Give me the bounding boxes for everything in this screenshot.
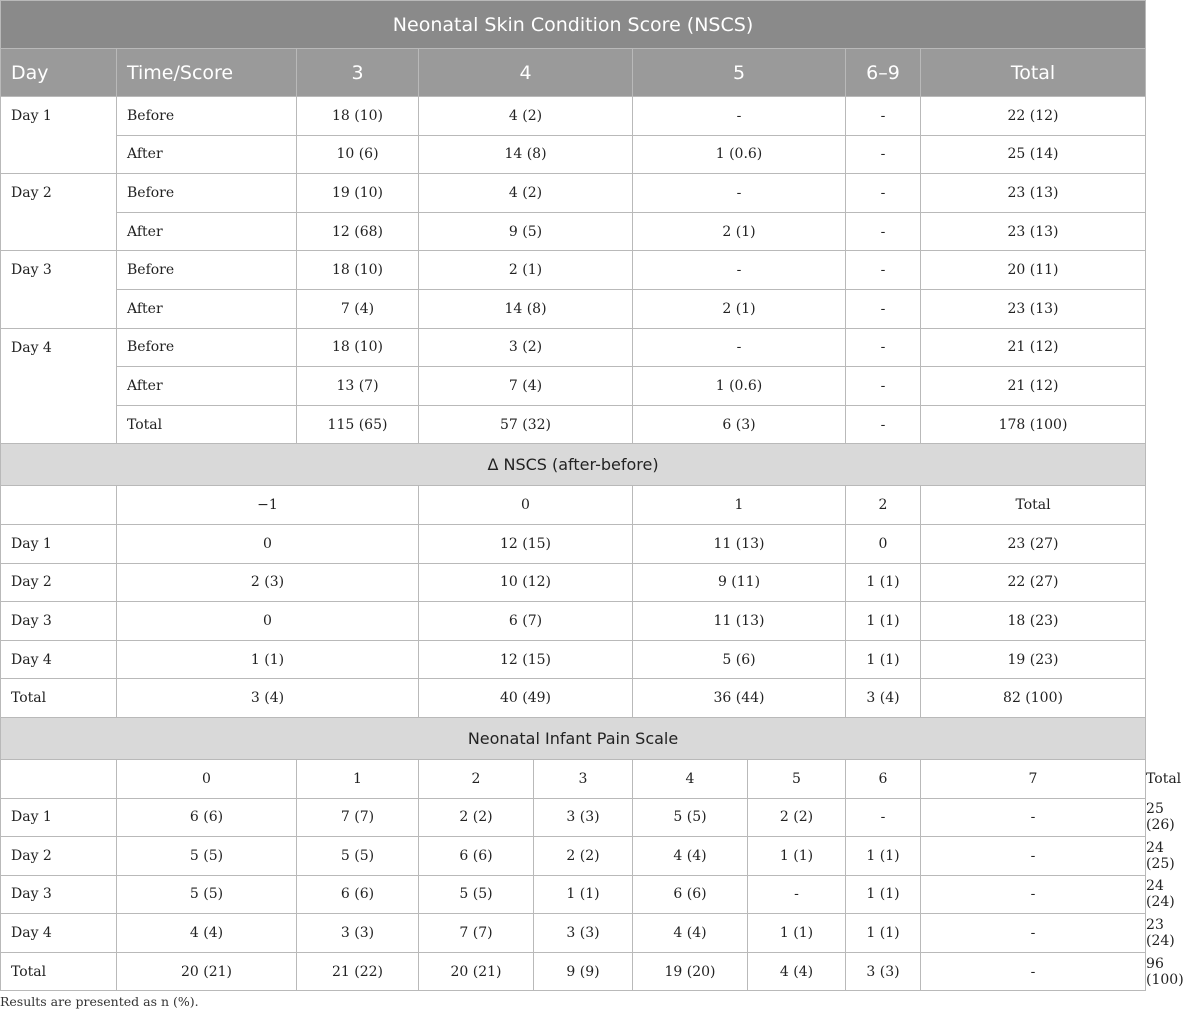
delta-section-title: Δ NSCS (after-before) [1, 444, 1146, 486]
table-cell: - [633, 251, 846, 290]
table-cell: - [633, 97, 846, 136]
pain-column-header: 0 [117, 759, 297, 798]
table-cell: 13 (7) [297, 367, 419, 406]
table-cell: 7 (4) [419, 367, 633, 406]
table-cell: 11 (13) [633, 602, 846, 641]
table-cell: 4 (4) [117, 914, 297, 953]
table-cell: 10 (6) [297, 135, 419, 174]
table-cell: 6 (7) [419, 602, 633, 641]
table-row: Day 4 4 (4) 3 (3) 7 (7) 3 (3) 4 (4) 1 (1) 1 (1) - 23 (24) [1, 914, 1146, 953]
day-label: Day 1 [1, 524, 117, 563]
table-cell: 1 (1) [846, 640, 921, 679]
delta-column-header: 0 [419, 486, 633, 525]
table-cell: 20 (21) [419, 952, 534, 991]
table-cell: 1 (1) [846, 602, 921, 641]
table-cell: 1 (0.6) [633, 367, 846, 406]
table-cell: 6 (6) [633, 875, 748, 914]
table-cell: 7 (7) [297, 798, 419, 837]
table-cell: 14 (8) [419, 135, 633, 174]
pain-column-header: 2 [419, 759, 534, 798]
table-cell: 25 (14) [921, 135, 1146, 174]
table-cell: - [633, 174, 846, 213]
delta-column-header: Total [921, 486, 1146, 525]
day-label: Day 3 [1, 251, 117, 328]
table-cell: 6 (6) [117, 798, 297, 837]
table-cell: 6 (6) [297, 875, 419, 914]
table-cell: - [846, 405, 921, 444]
table-row [1, 524, 1146, 563]
table-cell: - [921, 875, 1146, 914]
table-cell: 2 (3) [117, 563, 419, 602]
table-row [1, 563, 1146, 602]
table-cell: 4 (4) [633, 914, 748, 953]
day-label: Total [1, 679, 117, 718]
table-cell: 21 (22) [297, 952, 419, 991]
time-label: Before [117, 328, 297, 367]
table-row [1, 679, 1146, 718]
time-label: After [117, 367, 297, 406]
table-cell: - [846, 289, 921, 328]
table-cell: 9 (5) [419, 212, 633, 251]
table-cell: 2 (2) [534, 837, 633, 876]
table-cell: - [633, 328, 846, 367]
time-label: Total [117, 405, 297, 444]
table-cell: 2 (1) [633, 289, 846, 328]
table-cell: 4 (2) [419, 97, 633, 136]
pain-section-title: Neonatal Infant Pain Scale [1, 717, 1146, 759]
table-title: Neonatal Skin Condition Score (NSCS) [1, 1, 1146, 49]
table-cell: 1 (1) [846, 837, 921, 876]
table-cell: 3 (4) [117, 679, 419, 718]
table-cell: - [846, 212, 921, 251]
table-row: Day 1 6 (6) 7 (7) 2 (2) 3 (3) 5 (5) 2 (2) - - 25 (26) [1, 798, 1146, 837]
nscs-column-header: Total [921, 49, 1146, 97]
table-cell: 36 (44) [633, 679, 846, 718]
table-row [1, 602, 1146, 641]
table-cell: 10 (12) [419, 563, 633, 602]
table-cell: 2 (2) [419, 798, 534, 837]
day-label: Day 2 [1, 563, 117, 602]
day-label: Day 4 [1, 328, 117, 444]
table-cell: 23 (13) [921, 212, 1146, 251]
time-label: After [117, 289, 297, 328]
table-cell: 0 [846, 524, 921, 563]
table-cell: 5 (5) [633, 798, 748, 837]
table-cell: 0 [117, 602, 419, 641]
table-cell: - [921, 952, 1146, 991]
pain-header-row: 0 1 2 3 4 5 6 7 Total [1, 759, 1146, 798]
day-label: Day 4 [1, 914, 117, 953]
table-cell: 82 (100) [921, 679, 1146, 718]
table-cell: 1 (1) [748, 837, 846, 876]
day-label: Day 2 [1, 837, 117, 876]
table-cell: 5 (6) [633, 640, 846, 679]
table-cell: 1 (1) [748, 914, 846, 953]
time-label: After [117, 135, 297, 174]
day-label: Day 4 [1, 640, 117, 679]
table-row [1, 405, 1146, 444]
table-cell: 20 (11) [921, 251, 1146, 290]
table-cell: 3 (3) [846, 952, 921, 991]
table-cell: 4 (4) [748, 952, 846, 991]
table-cell: 11 (13) [633, 524, 846, 563]
table-cell: 4 (2) [419, 174, 633, 213]
table-cell: 22 (12) [921, 97, 1146, 136]
delta-header-row [1, 486, 1146, 525]
table-cell: 12 (68) [297, 212, 419, 251]
pain-column-header: 3 [534, 759, 633, 798]
table-cell: - [846, 367, 921, 406]
pain-section-row [1, 717, 1146, 759]
table-cell: - [921, 798, 1146, 837]
table-cell: 0 [117, 524, 419, 563]
table-cell: 115 (65) [297, 405, 419, 444]
table-cell: 1 (1) [846, 875, 921, 914]
table-cell: 1 (1) [117, 640, 419, 679]
table-row: Day 3 5 (5) 6 (6) 5 (5) 1 (1) 6 (6) - 1 (1) - 24 (24) [1, 875, 1146, 914]
table-cell: 178 (100) [921, 405, 1146, 444]
table-cell: 5 (5) [117, 875, 297, 914]
table-cell: 6 (3) [633, 405, 846, 444]
delta-column-header: 1 [633, 486, 846, 525]
table-cell: 2 (2) [748, 798, 846, 837]
day-label: Day 1 [1, 798, 117, 837]
table-cell: - [921, 837, 1146, 876]
table-cell: 23 (13) [921, 174, 1146, 213]
table-row [1, 251, 1146, 290]
table-cell: 23 (27) [921, 524, 1146, 563]
table-cell: 20 (21) [117, 952, 297, 991]
table-cell: 18 (10) [297, 97, 419, 136]
table-cell: 14 (8) [419, 289, 633, 328]
nscs-column-header: 4 [419, 49, 633, 97]
delta-column-header: −1 [117, 486, 419, 525]
table-row [1, 289, 1146, 328]
delta-section-row [1, 444, 1146, 486]
table-cell: 1 (0.6) [633, 135, 846, 174]
nscs-column-header: Time/Score [117, 49, 297, 97]
table-cell: - [921, 914, 1146, 953]
nscs-header-row [1, 49, 1146, 97]
table-cell: 19 (23) [921, 640, 1146, 679]
table-row [1, 328, 1146, 367]
table-cell: - [846, 798, 921, 837]
pain-column-header: 1 [297, 759, 419, 798]
table-cell: 4 (4) [633, 837, 748, 876]
table-cell: 22 (27) [921, 563, 1146, 602]
day-label: Day 3 [1, 602, 117, 641]
table-cell: 3 (4) [846, 679, 921, 718]
table-cell: 3 (3) [534, 798, 633, 837]
table-cell: 3 (3) [297, 914, 419, 953]
table-cell: 5 (5) [419, 875, 534, 914]
day-label: Total [1, 952, 117, 991]
table-cell: 7 (7) [419, 914, 534, 953]
day-label: Day 3 [1, 875, 117, 914]
nscs-column-header: 5 [633, 49, 846, 97]
nscs-column-header: 6–9 [846, 49, 921, 97]
table-row [1, 367, 1146, 406]
table-cell: - [846, 135, 921, 174]
table-cell: 5 (5) [297, 837, 419, 876]
table-row [1, 212, 1146, 251]
table-cell: 21 (12) [921, 328, 1146, 367]
table-row [1, 97, 1146, 136]
pain-column-header [1, 759, 117, 798]
table-cell: - [846, 174, 921, 213]
time-label: Before [117, 97, 297, 136]
time-label: After [117, 212, 297, 251]
table-cell: 12 (15) [419, 524, 633, 563]
nscs-column-header: Day [1, 49, 117, 97]
pain-column-header: 6 [846, 759, 921, 798]
table-cell: 19 (10) [297, 174, 419, 213]
nscs-column-header: 3 [297, 49, 419, 97]
time-label: Before [117, 174, 297, 213]
table-cell: 19 (20) [633, 952, 748, 991]
table-cell: - [846, 97, 921, 136]
table-cell: 6 (6) [419, 837, 534, 876]
table-cell: 9 (11) [633, 563, 846, 602]
table-cell: 40 (49) [419, 679, 633, 718]
delta-column-header: 2 [846, 486, 921, 525]
table-cell: 5 (5) [117, 837, 297, 876]
table-cell: - [846, 328, 921, 367]
delta-column-header [1, 486, 117, 525]
day-label: Day 2 [1, 174, 117, 251]
table-cell: 18 (23) [921, 602, 1146, 641]
table-row: Day 2 5 (5) 5 (5) 6 (6) 2 (2) 4 (4) 1 (1) 1 (1) - 24 (25) [1, 837, 1146, 876]
table-row [1, 174, 1146, 213]
time-label: Before [117, 251, 297, 290]
pain-column-header: 5 [748, 759, 846, 798]
table-row [1, 640, 1146, 679]
table-cell: 3 (2) [419, 328, 633, 367]
footnote: Results are presented as n (%). [0, 994, 199, 1009]
pain-column-header: 7 [921, 759, 1146, 798]
table-cell: 18 (10) [297, 251, 419, 290]
table-cell: 7 (4) [297, 289, 419, 328]
table-cell: 2 (1) [419, 251, 633, 290]
table-cell: 1 (1) [534, 875, 633, 914]
table-cell: 23 (13) [921, 289, 1146, 328]
table-row [1, 135, 1146, 174]
table-cell: 57 (32) [419, 405, 633, 444]
table-cell: 12 (15) [419, 640, 633, 679]
pain-column-header: 4 [633, 759, 748, 798]
table-row: Total 20 (21) 21 (22) 20 (21) 9 (9) 19 (20) 4 (4) 3 (3) - 96 (100) [1, 952, 1146, 991]
table-cell: 18 (10) [297, 328, 419, 367]
table-cell: 2 (1) [633, 212, 846, 251]
table-cell: 9 (9) [534, 952, 633, 991]
table-cell: 1 (1) [846, 914, 921, 953]
table-cell: - [748, 875, 846, 914]
table-cell: 3 (3) [534, 914, 633, 953]
table-cell: 1 (1) [846, 563, 921, 602]
day-label: Day 1 [1, 97, 117, 174]
table-cell: - [846, 251, 921, 290]
table-cell: 21 (12) [921, 367, 1146, 406]
